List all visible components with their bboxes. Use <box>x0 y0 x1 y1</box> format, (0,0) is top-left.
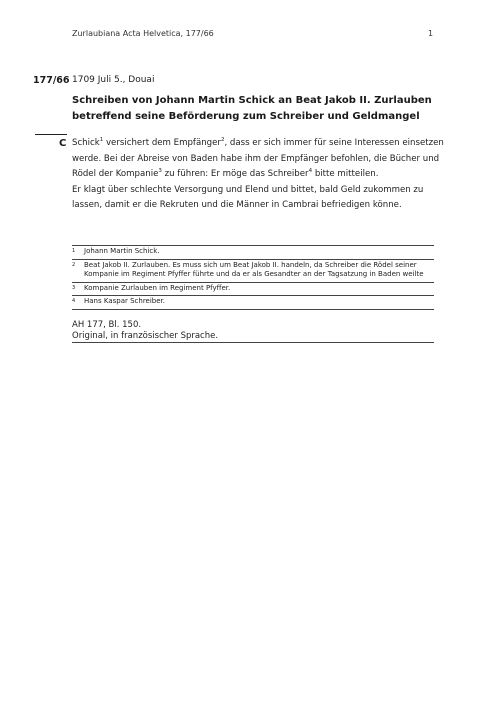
footnotes <box>72 245 434 310</box>
text-segment: zu führen: Er möge das Schreiber <box>161 169 309 179</box>
text-segment: Schick <box>72 138 100 148</box>
footnote-number: 4 <box>72 298 76 304</box>
text-segment: bitte mitteilen. <box>312 169 379 179</box>
page-number: 1 <box>428 29 434 38</box>
footnote-text: Hans Kaspar Schreiber. <box>84 297 166 305</box>
source-rule <box>72 342 434 343</box>
source-description: Original, in französischer Sprache. <box>72 331 219 341</box>
regest-paragraph-2: Er klagt über schlechte Versorgung und Elend und bittet, bald Geld zukommen zu lassen, damit er die Rekruten und die Männer in Cambrai befriedigen könne. <box>72 184 424 210</box>
source-archive: AH 177, Bl. 150. <box>72 320 142 330</box>
title-rule <box>35 134 67 135</box>
footnote-ref-3[interactable]: 3 <box>158 168 162 175</box>
footnote-ref-4[interactable]: 4 <box>308 168 313 175</box>
footnote-text: Johann Martin Schick. <box>84 247 160 255</box>
document-number: 177/66 <box>33 75 70 86</box>
footnote <box>72 295 434 309</box>
regest-body <box>72 136 444 214</box>
footnote-text: Kompanie Zurlauben im Regiment Pfyffer. <box>84 283 231 292</box>
footnote <box>72 245 434 259</box>
text-segment: versichert dem Empfänger <box>103 138 221 148</box>
footnote-bottom-rule <box>72 309 434 310</box>
regest-paragraph-1 <box>72 136 444 183</box>
text-segment: , dass er sich immer für seine Interessen einsetzen werde. Bei der Abreise von Baden habe ihm der Empfänger befohlen, die Bücher und Rödel der Kompanie <box>72 138 444 179</box>
footnote-number: 1 <box>72 248 76 254</box>
document-title: Schreiben von Johann Martin Schick an Beat Jakob II. Zurlauben betreffend seine Beförderung zum Schreiber und Geldmangel <box>72 95 432 122</box>
footnote-ref-1[interactable]: 1 <box>99 137 104 144</box>
document-date-place: 1709 Juli 5., Douai <box>72 75 155 85</box>
footnote-number: 3 <box>72 284 76 291</box>
running-title: Zurlaubiana Acta Helvetica, 177/66 <box>72 29 214 38</box>
footnote <box>72 282 434 296</box>
footnote-text: Beat Jakob II. Zurlauben. Es muss sich um Beat Jakob II. handeln, da Schreiber die Rödel seiner Kompanie im Regiment Pfyffer führte und da er als Gesandter an der Tagsatzung in Baden weilte <box>84 260 424 278</box>
footnote <box>72 259 434 282</box>
source-note <box>72 320 218 342</box>
footnote-number: 2 <box>72 261 76 268</box>
margin-letter: C <box>59 138 67 149</box>
footnote-ref-2[interactable]: 2 <box>220 137 225 144</box>
